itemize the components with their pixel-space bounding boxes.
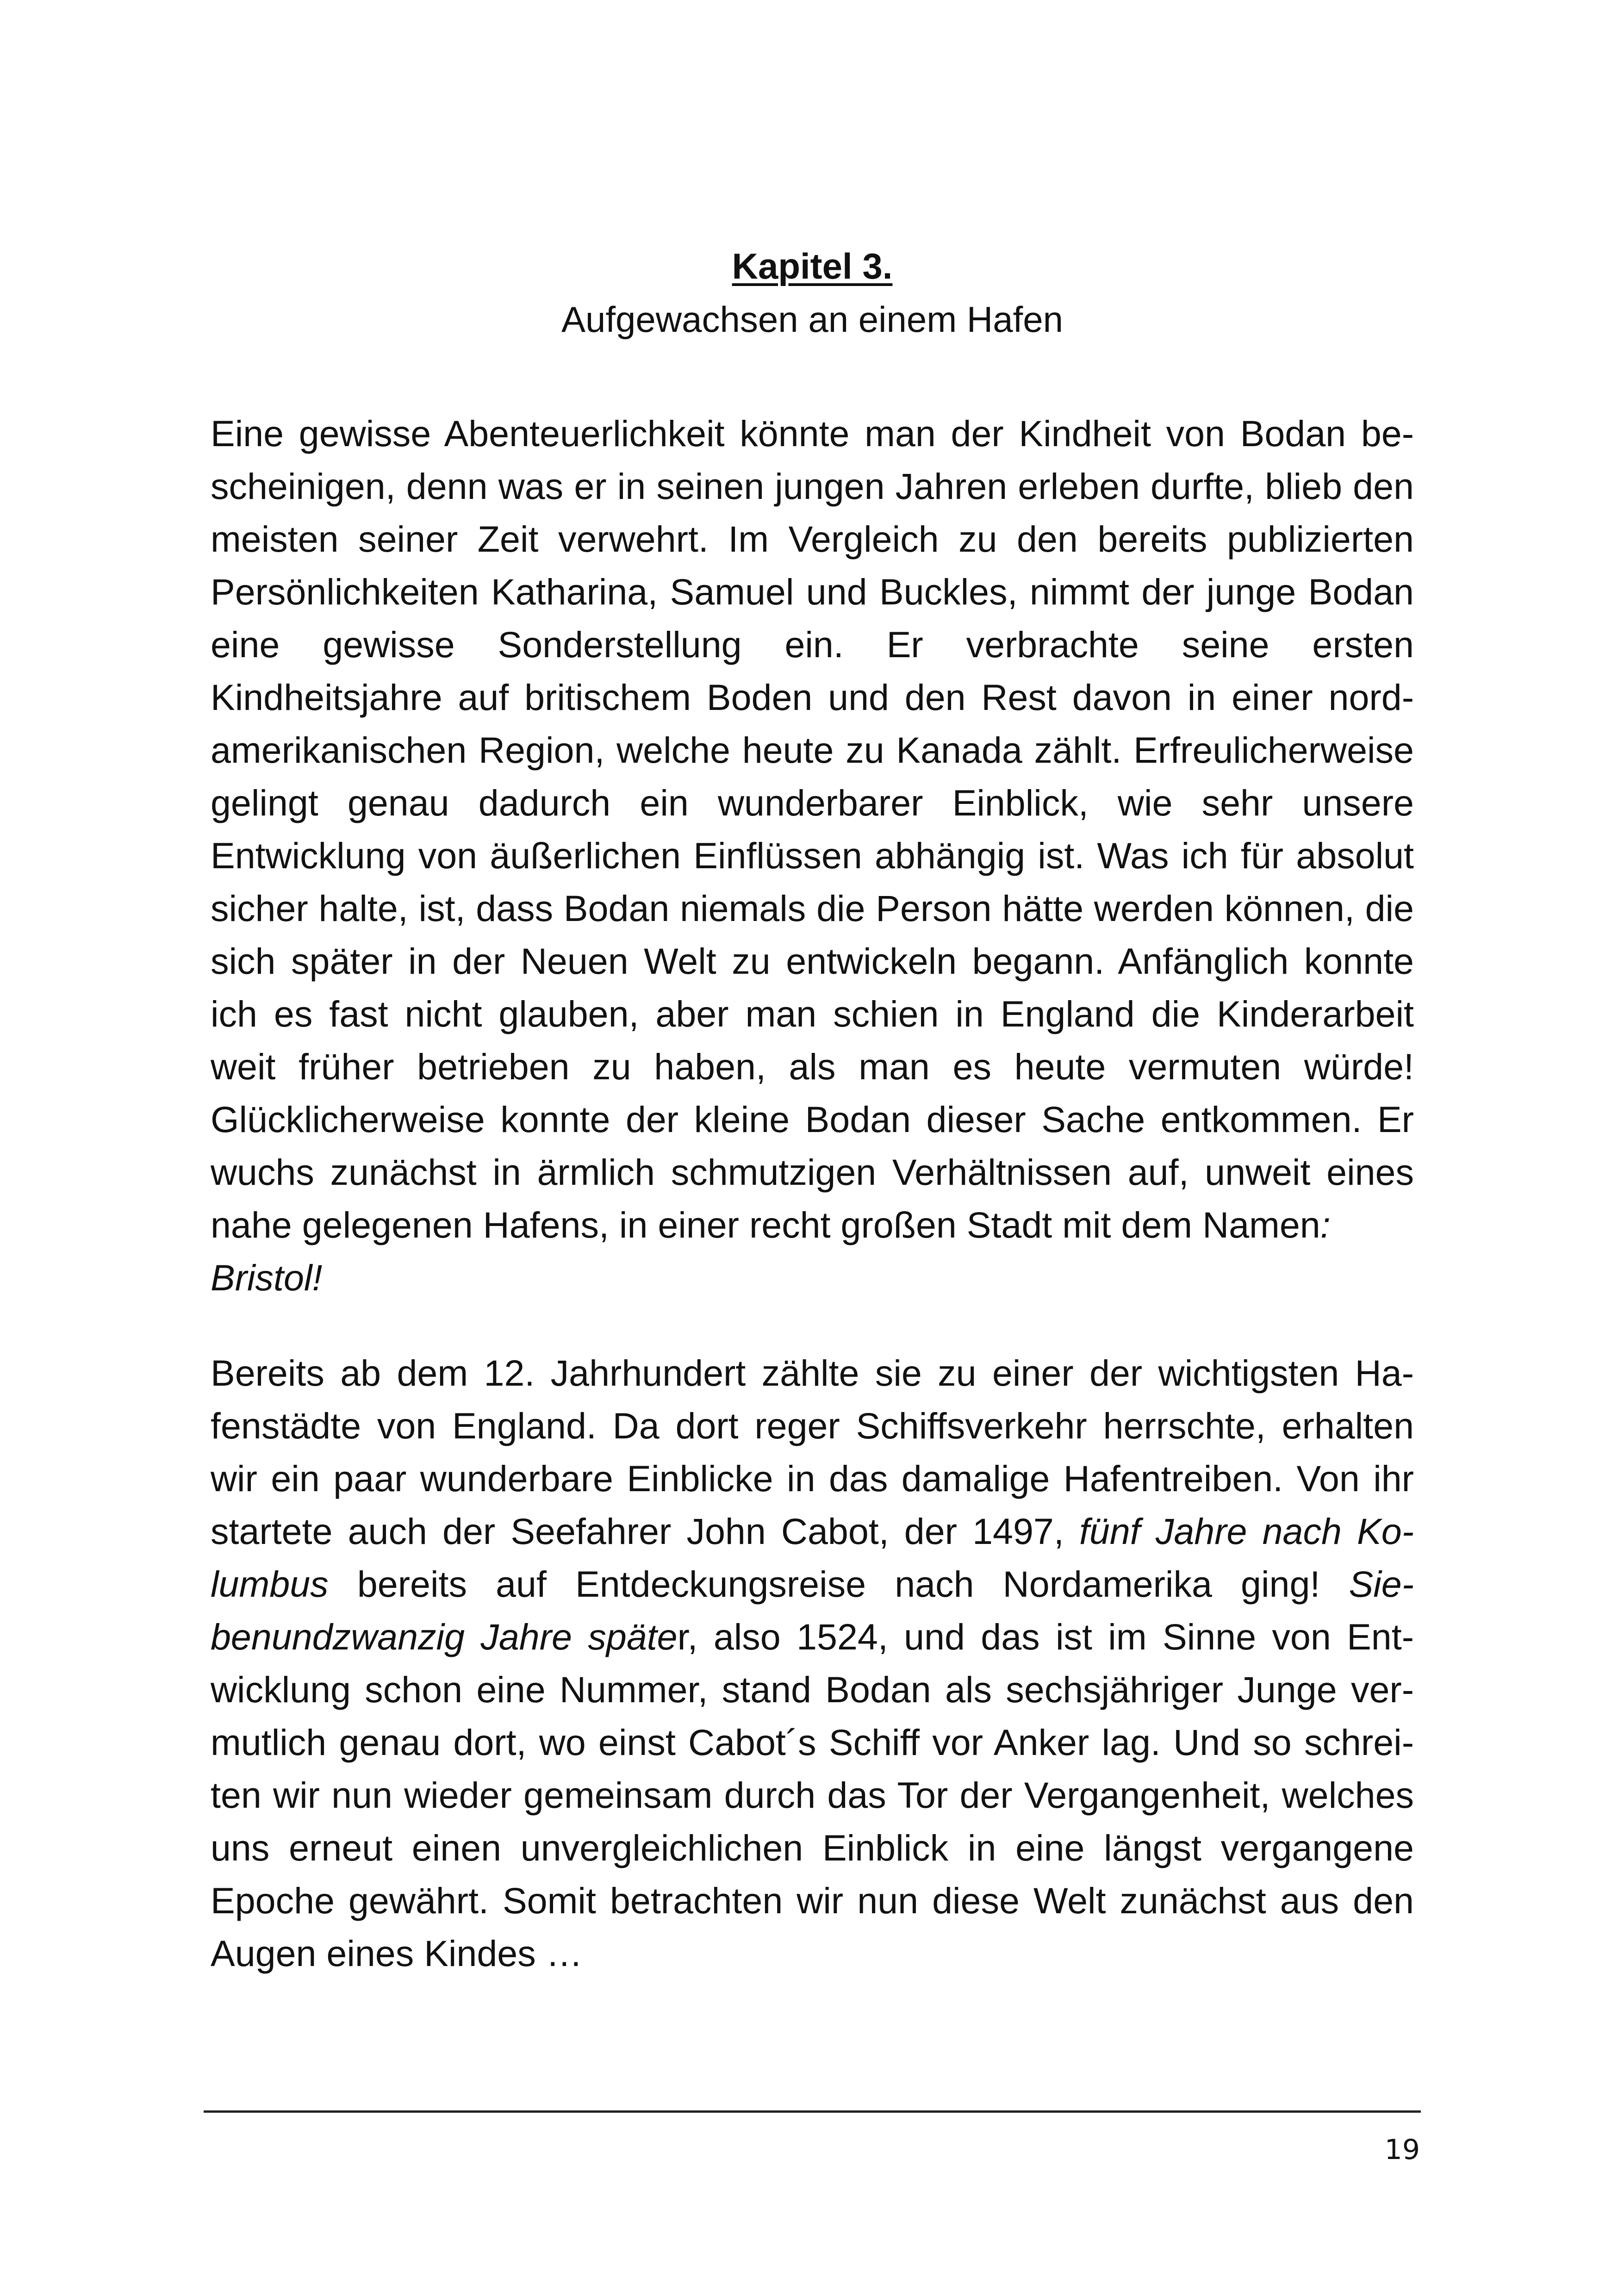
paragraph-1-colon: : [1320,1204,1331,1245]
footer-divider [204,2110,1421,2113]
paragraph-1-city: Bristol! [211,1257,323,1298]
paragraph-1-text: Eine gewisse Abenteuerlichkeit könnte man der Kindheit von Bodan bescheinigen, denn was er in seinen jungen Jahren erleben durfte, blieb den meisten seiner Zeit verwehrt. Im Vergleich zu den bereits publizierten Persönlichkeiten Katharina, Samuel und Buckles, nimmt der junge Bodan eine gewisse Sonderstellung ein. Er verbrachte seine ersten Kindheitsjahre auf britischem Boden und den Rest davon in einer nordamerikanischen Region, welche heute zu Kanada zählt. Erfreulicherweise gelingt genau dadurch ein wunderbarer Einblick, wie sehr unsere Entwicklung von äußerlichen Einflüssen abhängig ist. Was ich für absolut sicher halte, ist, dass Bodan niemals die Person hätte werden können, die sich später in der Neuen Welt zu entwickeln begann. Anfänglich konnte ich es fast nicht glauben, aber man schien in England die Kinderarbeit weit früher betrieben zu haben, als man es heute vermuten würde! Glücklicherweise konnte der kleine Bodan dieser Sache entkommen. Er wuchs zunächst in ärmlich schmutzigen Verhältnissen auf, unweit eines nahe gelegenen Hafens, in einer recht großen Stadt mit dem Namen [211,413,1414,1245]
paragraph-2-part-3: r, also 1524, und das ist im Sinne von Entwicklung schon eine Nummer, stand Bodan als sechsjähriger Junge vermutlich genau dort, wo einst Cabot´s Schiff vor Anker lag. Und so schreiten wir nun wieder gemeinsam durch das Tor der Vergangenheit, welches uns erneut einen unvergleichlichen Einblick in eine längst vergangene Epoche gewährt. Somit betrachten wir nun diese Welt zunächst aus den Augen eines Kindes … [211,1616,1414,1974]
paragraph-1 [211,407,1414,1304]
paragraph-2-italic-2: Siebenundzwanzig Jahre späte [211,1563,1414,1657]
chapter-subtitle: Aufgewachsen an einem Hafen [561,299,1064,340]
paragraph-2-part-2: bereits auf Entdeckungsreise nach Nordamerika ging! [328,1563,1349,1605]
paragraph-2 [211,1347,1414,1980]
paragraph-2-part-1: Bereits ab dem 12. Jahrhundert zählte sie zu einer der wichtigsten Hafenstädte von England. Da dort reger Schiffsverkehr herrschte, erhalten wir ein paar wunderbare Einblicke in das damalige Hafentreiben. Von ihr startete auch der Seefahrer John Cabot, der 1497, [211,1352,1414,1552]
chapter-title: Kapitel 3. [732,246,893,286]
paragraph-2-italic-1: fünf Jahre nach Kolumbus [211,1511,1414,1605]
page-number: 19 [1384,2134,1420,2166]
